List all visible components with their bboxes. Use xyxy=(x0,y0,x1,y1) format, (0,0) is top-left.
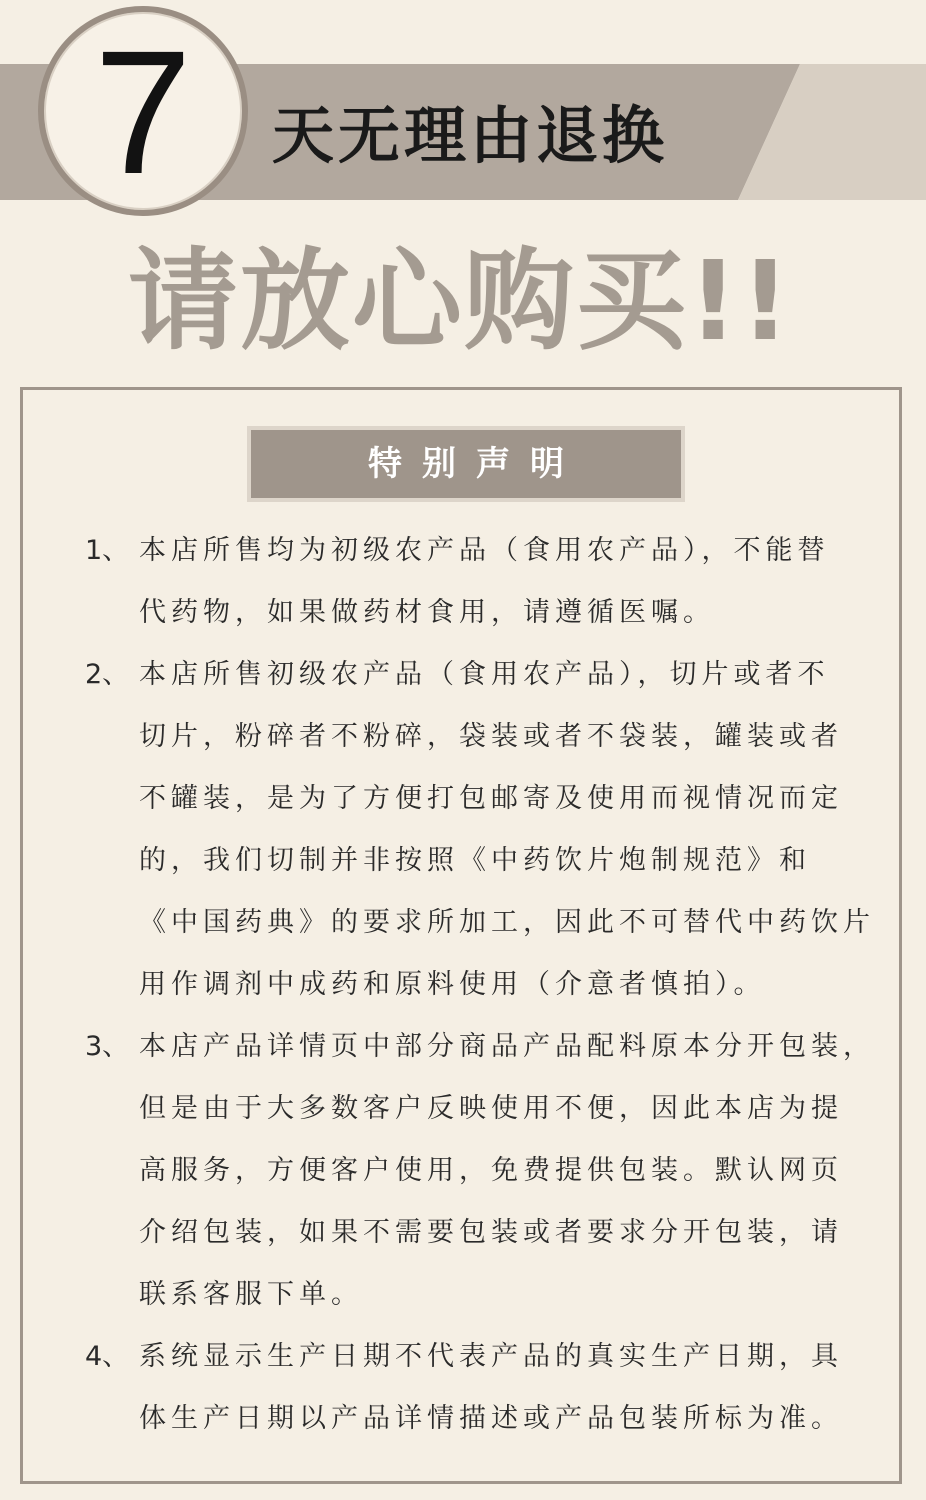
notice-item-line: 不罐装，是为了方便打包邮寄及使用而视情况而定 xyxy=(139,783,843,814)
notice-item-line: 但是由于大多数客户反映使用不便，因此本店为提 xyxy=(139,1093,843,1124)
notice-item xyxy=(85,520,865,644)
notice-item-line: 本店所售均为初级农产品（食用农产品），不能替 xyxy=(139,535,830,566)
notice-item-number: 4、 xyxy=(85,1341,130,1372)
notice-item-number: 2、 xyxy=(85,659,130,690)
notice-item xyxy=(85,1326,865,1450)
number-badge xyxy=(38,6,248,216)
notice-item-line: 体生产日期以产品详情描述或产品包装所标为准。 xyxy=(139,1403,843,1434)
notice-item-number: 1、 xyxy=(85,535,130,566)
notice-item-line: 代药物，如果做药材食用，请遵循医嘱。 xyxy=(139,597,715,628)
notice-item-line: 用作调剂中成药和原料使用（介意者慎拍）。 xyxy=(139,969,766,1000)
return-headline: 天无理由退换 xyxy=(272,99,669,172)
notice-item-line: 《中国药典》的要求所加工，因此不可替代中药饮片 xyxy=(139,907,875,938)
notice-item xyxy=(85,644,875,1016)
notice-list xyxy=(85,520,875,1450)
notice-item-line: 高服务，方便客户使用，免费提供包装。默认网页 xyxy=(139,1155,843,1186)
notice-item-line: 联系客服下单。 xyxy=(139,1279,363,1310)
notice-item-line: 的，我们切制并非按照《中药饮片炮制规范》和 xyxy=(139,845,811,876)
notice-item-line: 切片，粉碎者不粉碎，袋装或者不袋装，罐装或者 xyxy=(139,721,843,752)
special-notice-box xyxy=(20,387,902,1484)
notice-item-line: 系统显示生产日期不代表产品的真实生产日期，具 xyxy=(139,1341,843,1372)
notice-title: 特别声明 xyxy=(251,430,681,498)
notice-item-line: 本店产品详情页中部分商品产品配料原本分开包装， xyxy=(139,1031,875,1062)
notice-item-number: 3、 xyxy=(85,1031,130,1062)
notice-item-line: 本店所售初级农产品（食用农产品），切片或者不 xyxy=(139,659,830,690)
notice-item-line: 介绍包装，如果不需要包装或者要求分开包装，请 xyxy=(139,1217,843,1248)
notice-item xyxy=(85,1016,875,1326)
days-number: 7 xyxy=(94,15,192,211)
buy-with-confidence-heading: 请放心购买!! xyxy=(128,237,793,365)
